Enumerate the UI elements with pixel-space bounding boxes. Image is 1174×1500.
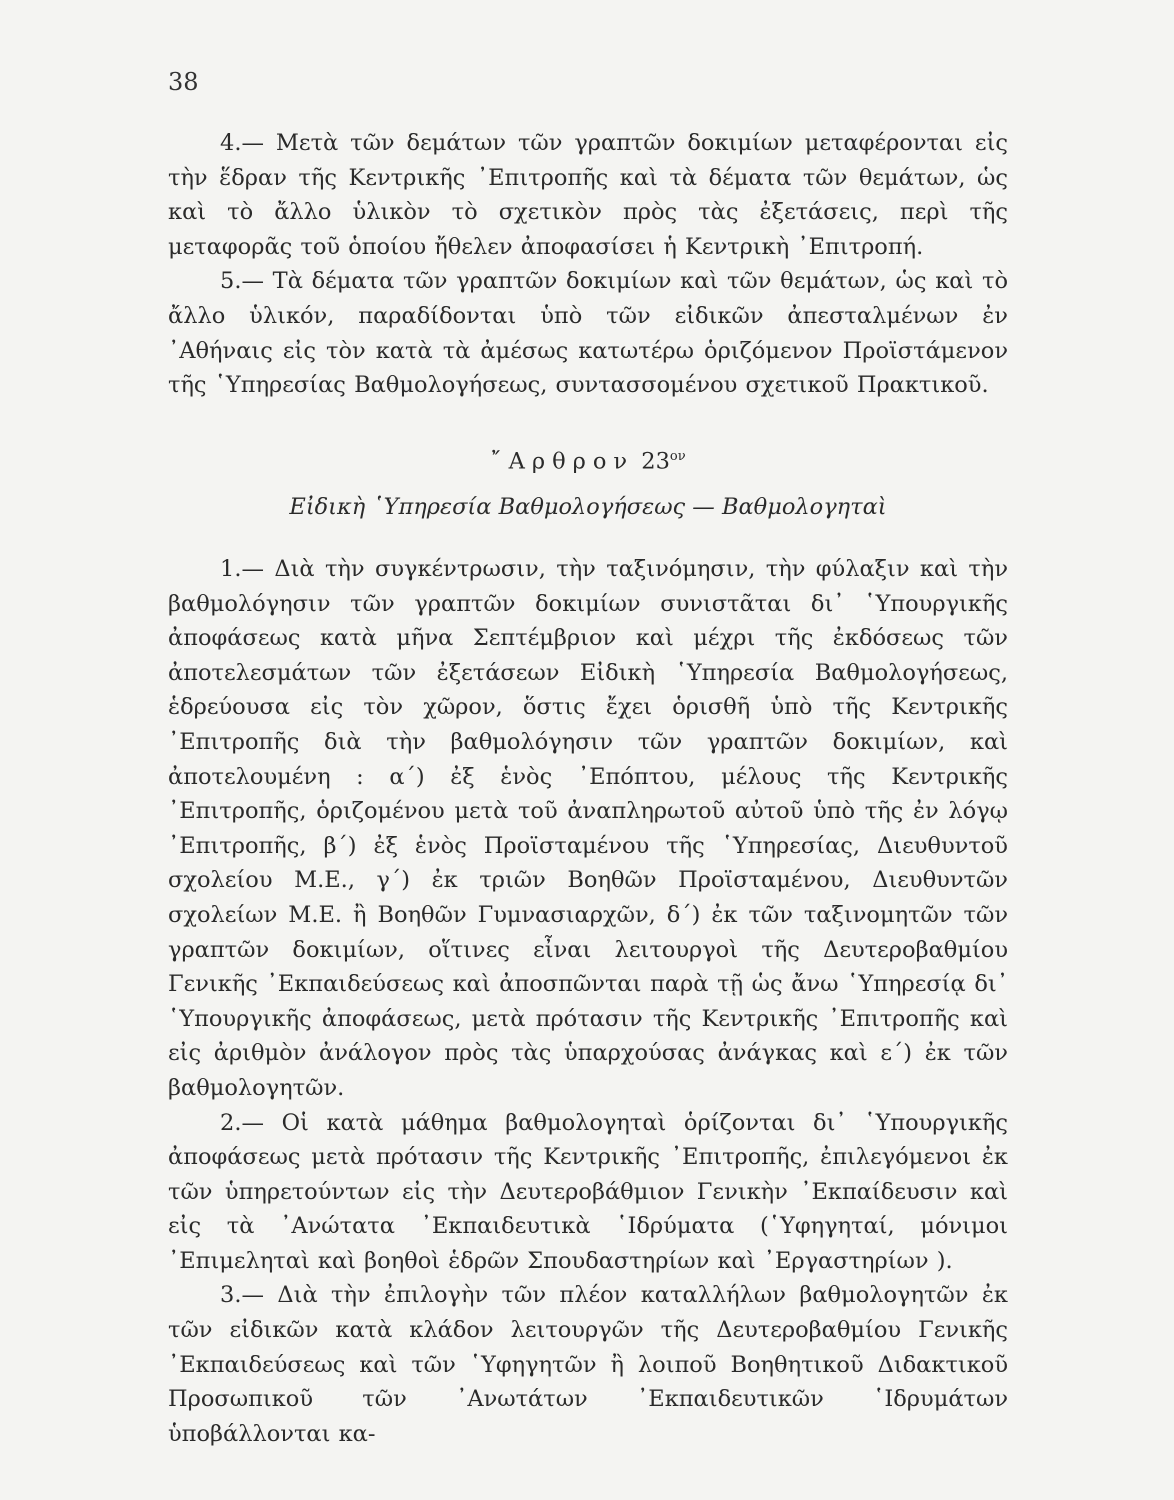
paragraph-1: 1.— Διὰ τὴν συγκέντρωσιν, τὴν ταξινόμησιν, τὴν φύλαξιν καὶ τὴν βαθμολόγησιν τῶν γραπτῶν δοκιμίων συνιστᾶται δι᾿ ῾Υπουργικῆς ἀποφάσεως κατὰ μῆνα Σεπτέμβριον καὶ μέχρι τῆς ἐκδόσεως τῶν ἀποτελεσμάτων τῶν ἐξετάσεων Εἰδικὴ ῾Υπηρεσία Βαθμολογήσεως, ἑδρεύουσα εἰς τὸν χῶρον, ὅστις ἔχει ὁρισθῆ ὑπὸ τῆς Κεντρικῆς ᾿Επιτροπῆς διὰ τὴν βαθμολόγησιν τῶν γραπτῶν δοκιμίων, καὶ ἀποτελουμένη : α΄) ἐξ ἑνὸς ᾿Επόπτου, μέλους τῆς Κεντρικῆς ᾿Επιτροπῆς, ὁριζομένου μετὰ τοῦ ἀναπληρωτοῦ αὐτοῦ ὑπὸ τῆς ἐν λόγῳ ᾿Επιτροπῆς, β΄) ἐξ ἑνὸς Προϊσταμένου τῆς ῾Υπηρεσίας, Διευθυντοῦ σχολείου Μ.Ε., γ΄) ἐκ τριῶν Βοηθῶν Προϊσταμένου, Διευθυντῶν σχολείων Μ.Ε. ἢ Βοηθῶν Γυμνασιαρχῶν, δ΄) ἐκ τῶν ταξινομητῶν τῶν γραπτῶν δοκιμίων, οἵτινες εἶναι λειτουργοὶ τῆς Δευτεροβαθμίου Γενικῆς ᾿Εκπαιδεύσεως καὶ ἀποσπῶνται παρὰ τῇ ὡς ἄνω ῾Υπηρεσίᾳ δι᾿ ῾Υπουργικῆς ἀποφάσεως, μετὰ πρότασιν τῆς Κεντρικῆς ᾿Επιτροπῆς καὶ εἰς ἀριθμὸν ἀνάλογον πρὸς τὰς ὑπαρχούσας ἀνάγκας καὶ ε΄) ἐκ τῶν βαθμολογητῶν.: [168, 556, 1008, 1101]
page-number: 38: [168, 68, 199, 96]
article-heading: [168, 440, 1008, 479]
paragraph-4: 4.— Μετὰ τῶν δεμάτων τῶν γραπτῶν δοκιμίων μεταφέρονται εἰς τὴν ἕδραν τῆς Κεντρικῆς ᾿Επιτροπῆς καὶ τὰ δέματα τῶν θεμάτων, ὡς καὶ τὸ ἄλλο ὑλικὸν τὸ σχετικὸν πρὸς τὰς ἐξετάσεις, περὶ τῆς μεταφορᾶς τοῦ ὁποίου ἤθελεν ἀποφασίσει ἡ Κεντρικὴ ᾿Επιτροπή.: [168, 130, 1008, 260]
article-word: ῎Αρθρον: [490, 448, 635, 475]
article-subtitle: Εἰδικὴ ῾Υπηρεσία Βαθμολογήσεως — Βαθμολογηταὶ: [289, 494, 887, 520]
article-paragraphs: [168, 552, 1008, 1451]
paragraph-3: 3.— Διὰ τὴν ἐπιλογὴν τῶν πλέον καταλλήλων βαθμολογητῶν ἐκ τῶν εἰδικῶν κατὰ κλάδον λειτουργῶν τῆς Δευτεροβαθμίου Γενικῆς ᾿Εκπαιδεύσεως καὶ τῶν ῾Υφηγητῶν ἢ λοιποῦ Βοηθητικοῦ Διδακτικοῦ Προσωπικοῦ τῶν ᾿Ανωτάτων ᾿Εκπαιδευτικῶν ῾Ιδρυμάτων ὑποβάλλονται κα-: [168, 1282, 1008, 1447]
article-number-suffix: ον: [669, 449, 686, 464]
article-number: 23: [641, 448, 670, 475]
paragraph-2: 2.— Οἱ κατὰ μάθημα βαθμολογηταὶ ὁρίζονται δι᾿ ῾Υπουργικῆς ἀποφάσεως μετὰ πρότασιν τῆς Κεντρικῆς ᾿Επιτροπῆς, ἐπιλεγόμενοι ἐκ τῶν ὑπηρετούντων εἰς τὴν Δευτεροβάθμιον Γενικὴν ᾿Εκπαίδευσιν καὶ εἰς τὰ ᾿Ανώτατα ᾿Εκπαιδευτικὰ ῾Ιδρύματα (῾Υφηγηταί, μόνιμοι ᾿Επιμεληταὶ καὶ βοηθοὶ ἑδρῶν Σπουδαστηρίων καὶ ᾿Εργαστηρίων ).: [168, 1109, 1008, 1274]
top-paragraphs: [168, 126, 1008, 403]
paragraph-5: 5.— Τὰ δέματα τῶν γραπτῶν δοκιμίων καὶ τῶν θεμάτων, ὡς καὶ τὸ ἄλλο ὑλικόν, παραδίδονται ὑπὸ τῶν εἰδικῶν ἀπεσταλμένων ἐν ᾿Αθήναις εἰς τὸν κατὰ τὰ ἀμέσως κατωτέρω ὁριζόμενον Προϊστάμενον τῆς ῾Υπηρεσίας Βαθμολογήσεως, συντασσομένου σχετικοῦ Πρακτικοῦ.: [168, 268, 1008, 399]
